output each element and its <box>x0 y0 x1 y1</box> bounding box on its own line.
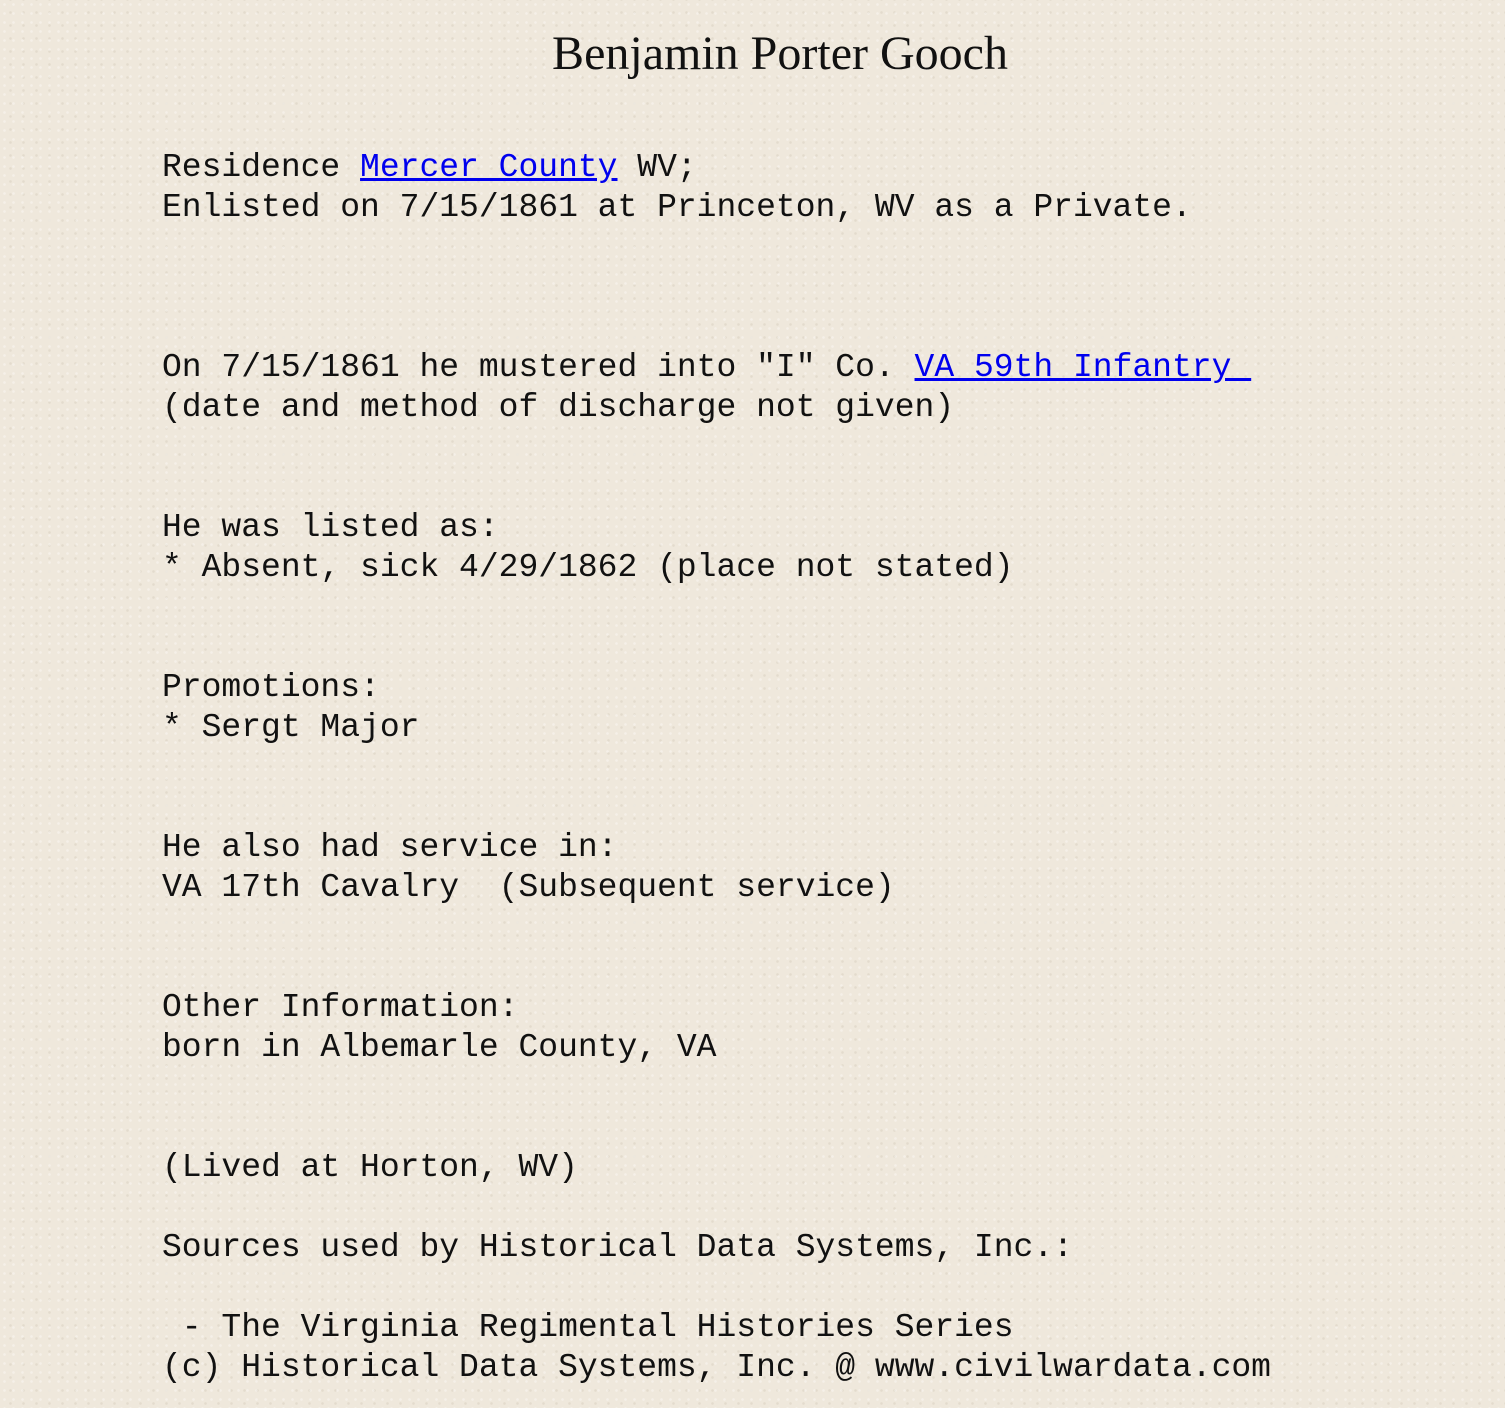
page-title: Benjamin Porter Gooch <box>552 27 1008 80</box>
copyright-text: (c) Historical Data Systems, Inc. @ www.civilwardata.com <box>162 1349 1271 1386</box>
listed-heading: He was listed as: <box>162 509 499 546</box>
residence-state: WV; <box>617 149 697 186</box>
enlistment-text: Enlisted on 7/15/1861 at Princeton, WV as a Private. <box>162 189 1192 226</box>
muster-text: On 7/15/1861 he mustered into "I" Co. <box>162 349 915 386</box>
residence-label: Residence <box>162 149 361 186</box>
va-59th-infantry-link[interactable]: VA 59th Infantry <box>914 349 1252 386</box>
source-item: - The Virginia Regimental Histories Series <box>162 1309 1014 1346</box>
other-info-item: born in Albemarle County, VA <box>162 1029 717 1066</box>
sources-heading: Sources used by Historical Data Systems, Inc.: <box>162 1229 1073 1266</box>
mercer-county-link[interactable]: Mercer County <box>360 149 618 186</box>
listed-item: * Absent, sick 4/29/1862 (place not stated) <box>162 549 1014 586</box>
service-heading: He also had service in: <box>162 829 618 866</box>
service-record <box>162 148 1271 1388</box>
discharge-text: (date and method of discharge not given) <box>162 389 955 426</box>
lived-text: (Lived at Horton, WV) <box>162 1149 578 1186</box>
promotion-item: * Sergt Major <box>162 709 420 746</box>
promotions-heading: Promotions: <box>162 669 380 706</box>
other-info-heading: Other Information: <box>162 989 519 1026</box>
service-item: VA 17th Cavalry (Subsequent service) <box>162 869 895 906</box>
